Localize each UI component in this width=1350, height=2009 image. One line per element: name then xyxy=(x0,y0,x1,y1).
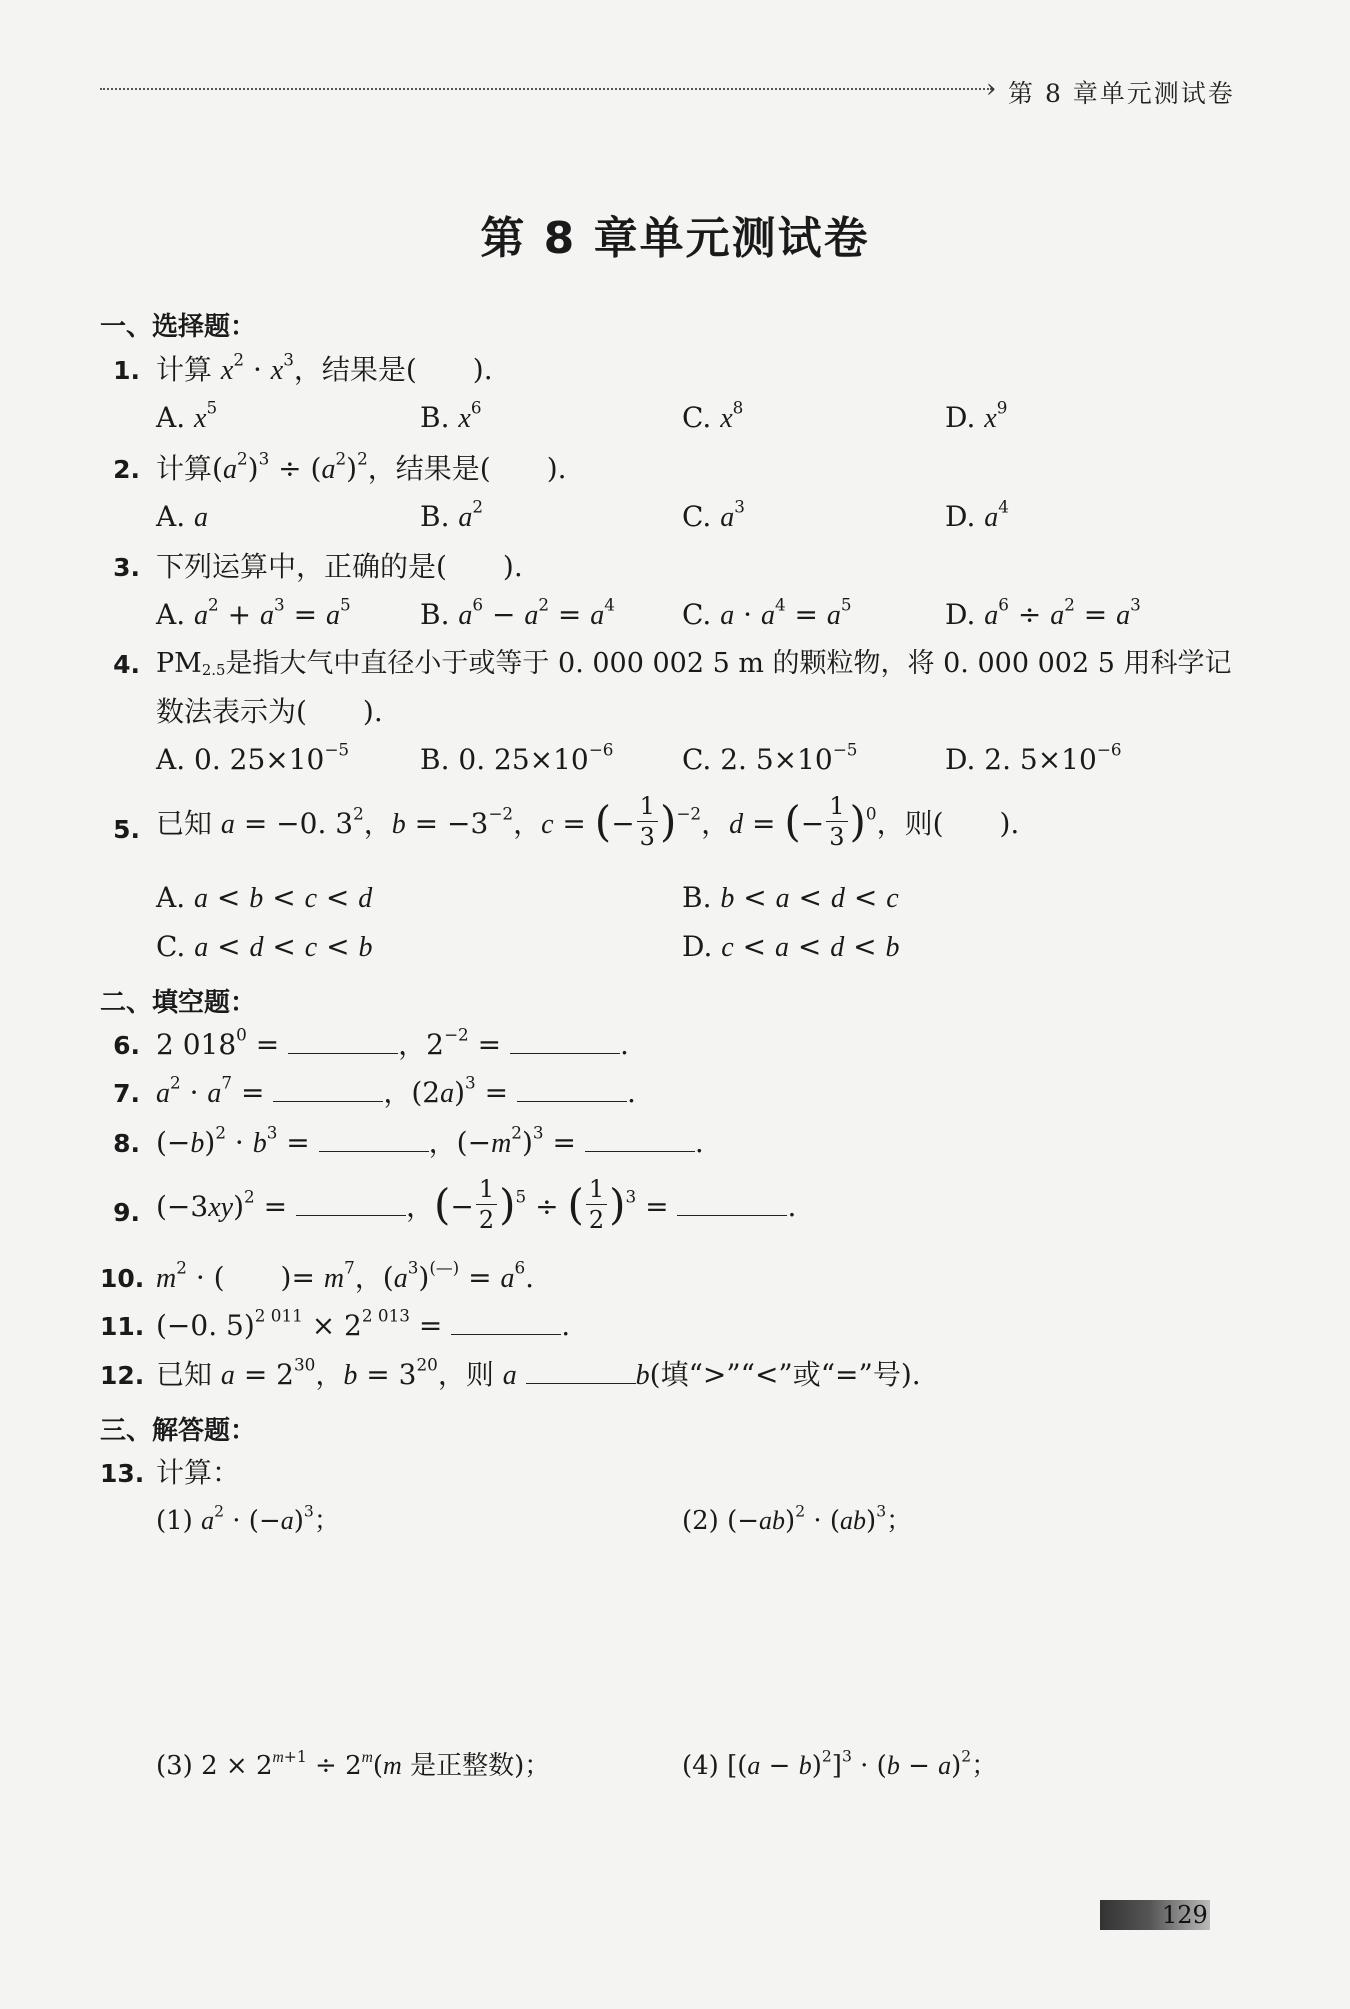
arrow-icon: › xyxy=(986,74,997,104)
q5-option-a: A. a < b < c < d xyxy=(156,881,373,914)
q1-option-d: D. $x^9$ xyxy=(945,397,1008,434)
question-8: $(-b)^2 \cdot b^3$ = ，$(-m^2)^3$ = . xyxy=(156,1122,704,1159)
question-number: 12. xyxy=(100,1361,145,1390)
answer-blank[interactable] xyxy=(585,1129,695,1152)
question-9: $(-3xy)^2$ = ，(− $\frac{1}{2}$ )$^5$ ÷ ( $\frac{1}{2}$ )$^3$ = . xyxy=(156,1175,797,1234)
answer-blank[interactable] xyxy=(677,1193,787,1216)
question-number: 13. xyxy=(100,1459,145,1488)
q1-option-a: A. $x^5$ xyxy=(156,397,218,434)
q3-option-a: A. $a^2 + a^3 = a^5$ xyxy=(156,594,351,631)
question-number: 2. xyxy=(113,455,140,484)
q3-option-d: D. $a^6 \div a^2 = a^3$ xyxy=(945,594,1141,631)
header-dotted-rule xyxy=(100,88,992,90)
question-2: 计算$(a^2)^3 \div (a^2)^2$，结果是( ). xyxy=(156,448,567,485)
question-number: 3. xyxy=(113,553,140,582)
answer-blank[interactable] xyxy=(319,1129,429,1152)
q4-option-a: A. 0. $25\times 10^{-5}$ xyxy=(156,739,350,776)
question-number: 5. xyxy=(113,815,140,844)
section-heading-fill: 二、填空题： xyxy=(100,988,257,1018)
section-heading-choice: 一、选择题： xyxy=(100,312,257,342)
answer-blank[interactable] xyxy=(526,1361,636,1384)
question-10: $m^2$ · ( )= $m^7$，$(a^3)^{(—)} = a^6$. xyxy=(156,1257,535,1294)
q2-option-a: A. a xyxy=(156,500,209,533)
q2-option-d: D. $a^4$ xyxy=(945,496,1009,533)
q5-option-c: C. a < d < c < b xyxy=(156,930,373,963)
question-number: 8. xyxy=(113,1129,140,1158)
question-1: 计算 $x^2 \cdot x^3$，结果是( ). xyxy=(156,349,493,386)
question-number: 9. xyxy=(113,1198,140,1227)
page-title: 第 8 章单元测试卷 xyxy=(480,213,870,264)
question-number: 7. xyxy=(113,1079,140,1108)
q4-option-b: B. 0. $25\times 10^{-6}$ xyxy=(420,739,614,776)
q2-option-b: B. $a^2$ xyxy=(420,496,484,533)
q5-option-b: B. b < a < d < c xyxy=(682,881,899,914)
question-number: 10. xyxy=(100,1264,145,1293)
answer-blank[interactable] xyxy=(273,1079,383,1102)
question-5: 已知 a = −0. $3^2$，$b = -3^{-2}$，c = (− $\frac{1}{3}$ )$^{-2}$，d = (− $\frac{1}{3}$ )$^0$，则( ). xyxy=(156,792,1020,851)
question-number: 1. xyxy=(113,356,140,385)
question-12: 已知 $a = 2^{30}$，$b = 3^{20}$，则 a b(填“>”“<”或“=”号). xyxy=(156,1354,921,1391)
q13-part-1: (1) $a^2 \cdot (-a)^3$； xyxy=(156,1502,340,1536)
answer-blank[interactable] xyxy=(517,1079,627,1102)
question-7: $a^2 \cdot a^7$ = ，$(2a)^3$ = . xyxy=(156,1072,636,1109)
q13-part-3: (3) $2 \times 2^{m+1} \div 2^m(m$ 是正整数)； xyxy=(156,1747,551,1781)
running-header: 第 8 章单元测试卷 xyxy=(1008,79,1235,108)
question-number: 11. xyxy=(100,1312,145,1341)
question-4: $PM_{2.5}$是指大气中直径小于或等于 0. 000 002 5 m 的颗粒物，将 0. 000 002 5 用科学记 xyxy=(156,648,1232,679)
q4-option-d: D. 2. $5\times 10^{-6}$ xyxy=(945,739,1122,776)
question-4-cont: 数法表示为( ). xyxy=(156,695,383,728)
answer-blank[interactable] xyxy=(288,1031,398,1054)
q5-option-d: D. c < a < d < b xyxy=(682,930,900,963)
q3-option-c: C. $a \cdot a^4 = a^5$ xyxy=(682,594,852,631)
question-3: 下列运算中，正确的是( ). xyxy=(156,550,523,583)
q13-part-4: (4) $[(a - b)^2]^3 \cdot (b - a)^2$； xyxy=(682,1747,998,1781)
question-13: 计算： xyxy=(156,1456,241,1489)
q4-option-c: C. 2. $5\times 10^{-5}$ xyxy=(682,739,858,776)
question-number: 6. xyxy=(113,1031,140,1060)
q1-option-c: C. $x^8$ xyxy=(682,397,744,434)
answer-blank[interactable] xyxy=(510,1031,620,1054)
q3-option-b: B. $a^6 - a^2 = a^4$ xyxy=(420,594,615,631)
question-number: 4. xyxy=(113,650,140,679)
page-number: 129 xyxy=(1162,1901,1208,1929)
answer-blank[interactable] xyxy=(296,1193,406,1216)
q1-option-b: B. $x^6$ xyxy=(420,397,482,434)
question-6: 2 $018^0$ = ，$2^{-2}$ = . xyxy=(156,1024,629,1061)
answer-blank[interactable] xyxy=(451,1312,561,1335)
q13-part-2: (2) $(-ab)^2 \cdot (ab)^3$； xyxy=(682,1502,913,1536)
q2-option-c: C. $a^3$ xyxy=(682,496,745,533)
section-heading-answer: 三、解答题： xyxy=(100,1416,257,1446)
question-11: (−0. $5)^{2 011} \times 2^{2 013}$ = . xyxy=(156,1305,571,1342)
